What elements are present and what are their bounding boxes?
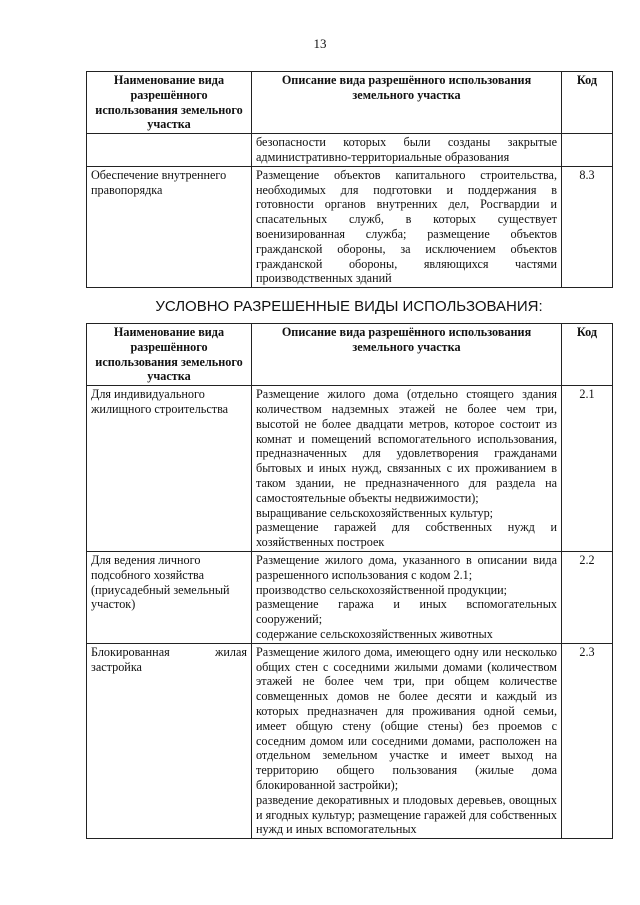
row-description — [252, 643, 562, 838]
table-row — [87, 386, 613, 552]
row-description: Размещение объектов капитального строительства, необходимых для подготовки и поддержания в готовности органов внутренних дел, Росгвардии и спасательных служб, в которых существует военизированная служба; размещение объектов гражданской обороны, за исключением объектов гражданской обороны, являющихся частями производственных зданий — [252, 166, 562, 287]
permitted-use-table-main — [86, 71, 613, 288]
row-code: 2.1 — [562, 386, 613, 552]
description-line: разведение декоративных и плодовых деревьев, овощных и ягодных культур; размещение гаражей для собственных нужд и иных вспомогательных — [256, 792, 557, 837]
page-number: 13 — [313, 36, 327, 51]
header-name: Наименование вида разрешённого использования земельного участка — [87, 72, 252, 134]
header-description: Описание вида разрешённого использования земельного участка — [252, 72, 562, 134]
table-header-row — [87, 72, 613, 134]
description-line: размещение гаража и иных вспомогательных сооружений; — [256, 597, 557, 627]
description-line: Размещение жилого дома (отдельно стоящего здания количеством надземных этажей не более чем три, высотой не более двадцати метров, которое состоит из комнат и помещений вспомогательного использования, предназначенных для удовлетворения гражданами бытовых и иных нужд, связанных с их проживанием в таком здании, не предназначенного для раздела на самостоятельные объекты недвижимости); — [256, 387, 557, 505]
row-code: 2.3 — [562, 643, 613, 838]
section-heading: УСЛОВНО РАЗРЕШЕННЫЕ ВИДЫ ИСПОЛЬЗОВАНИЯ: — [155, 298, 543, 315]
conditional-use-table — [86, 323, 613, 839]
description-line: Размещение жилого дома, указанного в описании вида разрешенного использования с кодом 2.1; — [256, 552, 557, 582]
row-name — [87, 134, 252, 167]
description-line: выращивание сельскохозяйственных культур; — [256, 505, 494, 520]
row-description — [252, 386, 562, 552]
table-row — [87, 551, 613, 643]
row-description — [252, 551, 562, 643]
row-name: Обеспечение внутреннего правопорядка — [87, 166, 252, 287]
row-code: 8.3 — [562, 166, 613, 287]
row-description: безопасности которых были созданы закрытые административно-территориальные образования — [252, 134, 562, 167]
table-row — [87, 643, 613, 838]
description-line: содержание сельскохозяйственных животных — [256, 626, 493, 641]
row-name: Для ведения личного подсобного хозяйства (приусадебный земельный участок) — [87, 551, 252, 643]
header-code: Код — [562, 324, 613, 386]
description-line: производство сельскохозяйственной продукции; — [256, 582, 508, 597]
row-name: Блокированная жилая застройка — [87, 643, 252, 838]
row-code — [562, 134, 613, 167]
table-row — [87, 134, 613, 167]
header-name: Наименование вида разрешённого использования земельного участка — [87, 324, 252, 386]
header-description: Описание вида разрешённого использования земельного участка — [252, 324, 562, 386]
row-code: 2.2 — [562, 551, 613, 643]
header-code: Код — [562, 72, 613, 134]
description-line: размещение гаражей для собственных нужд и хозяйственных построек — [256, 520, 557, 550]
table-header-row — [87, 324, 613, 386]
table-row — [87, 166, 613, 287]
description-line: Размещение жилого дома, имеющего одну или несколько общих стен с соседними жилыми домами (количеством этажей не более чем три, при общем количестве совмещенных домов не более десяти и каждый из которых предназначен для проживания одной семьи, имеет общую стену (общие стены) без проемов с соседним домом или соседними домами, расположен на отдельном земельном участке и имеет выход на территорию общего пользования (жилые дома блокированной застройки); — [256, 644, 557, 792]
row-name: Для индивидуального жилищного строительства — [87, 386, 252, 552]
